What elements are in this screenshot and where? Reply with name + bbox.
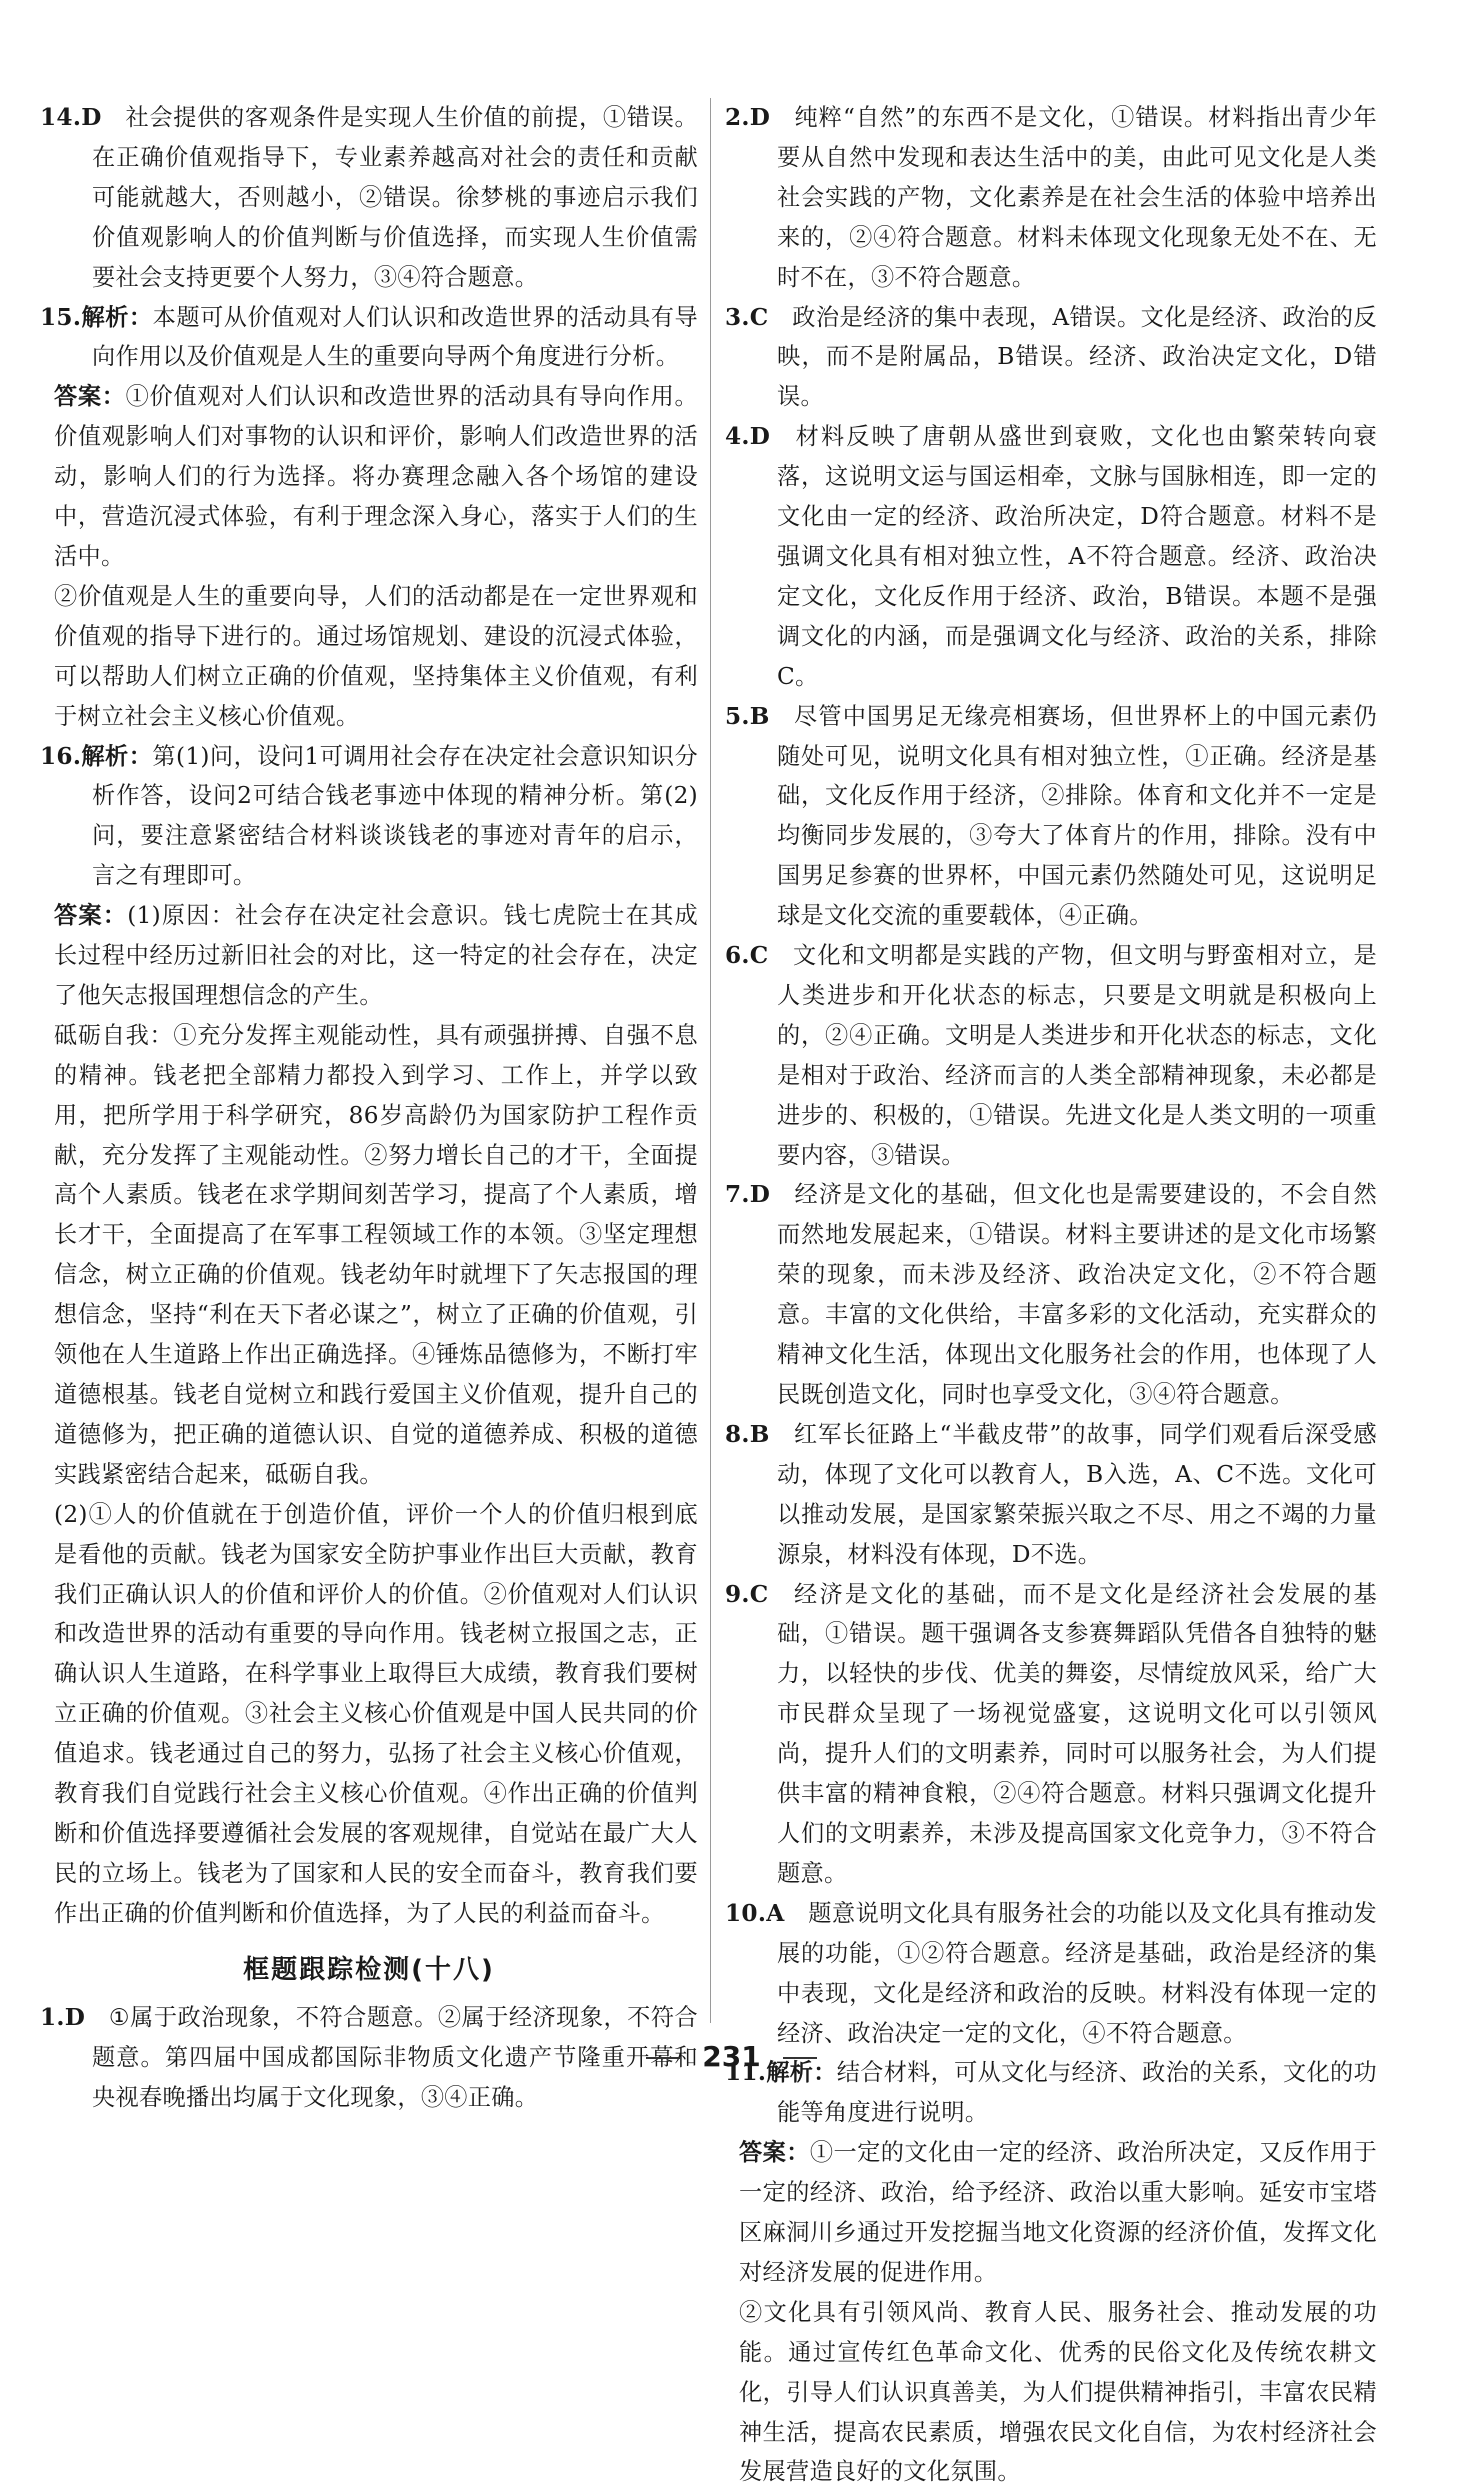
page-number <box>0 2040 1463 2073</box>
item-text: 红军长征路上“半截皮带”的故事，同学们观看后深受感动，体现了文化可以教育人，B入选，A、C不选。文化可以推动发展，是国家繁荣振兴取之不尽、用之不竭的力量源泉，材料没有体现，D不选。 <box>777 1420 1377 1568</box>
section-title: 框题跟踪检测(十八) <box>243 1954 495 1985</box>
answer-text: ①价值观对人们认识和改造世界的活动具有导向作用。价值观影响人们对事物的认识和评价，影响人们改造世界的活动，影响人们的行为选择。将办赛理念融入各个场馆的建设中，营造沉浸式体验，有利于理念深入身心，落实于人们的生活中。 <box>54 383 699 570</box>
answer-text: ②价值观是人生的重要向导，人们的活动都是在一定世界观和价值观的指导下进行的。通过场馆规划、建设的沉浸式体验，可以帮助人们树立正确的价值观，坚持集体主义价值观，有利于树立社会主义核心价值观。 <box>54 582 698 730</box>
item-number: 14.D <box>40 104 102 131</box>
item-number: 7.D <box>725 1181 771 1209</box>
item-text: 政治是经济的集中表现，A错误。文化是经济、政治的反映，而不是附属品，B错误。经济、政治决定文化，D错误。 <box>777 303 1377 411</box>
item-text: 经济是文化的基础，但文化也是需要建设的，不会自然而然地发展起来，①错误。材料主要讲述的是文化市场繁荣的现象，而未涉及经济、政治决定文化，②不符合题意。丰富的文化供给，丰富多彩的文化活动，充实群众的精神文化生活，体现出文化服务社会的作用，也体现了人民既创造文化，同时也享受文化，③④符合题意。 <box>777 1181 1377 1408</box>
answer-paragraph <box>40 377 698 577</box>
item-number: 16.解析： <box>40 742 153 770</box>
answer-text: 砥砺自我：①充分发挥主观能动性，具有顽强拼搏、自强不息的精神。钱老把全部精力都投入到学习、工作上，并学以致用，把所学用于科学研究，86岁高龄仍为国家防护工程作贡献，充分发挥了主观能动性。②努力增长自己的才干，全面提高个人素质。钱老在求学期间刻苦学习，提高了个人素质，增长才干，全面提高了在军事工程领域工作的本领。③坚定理想信念，树立正确的价值观。钱老幼年时就埋下了矢志报国的理想信念，坚持“利在天下者必谋之”，树立了正确的价值观，引领他在人生道路上作出正确选择。④锤炼品德修为，不断打牢道德根基。钱老自觉树立和践行爱国主义价值观，提升自己的道德修为，把正确的道德认识、自觉的道德养成、积极的道德实践紧密结合起来，砥砺自我。 <box>54 1021 698 1488</box>
answer-text: (2)①人的价值就在于创造价值，评价一个人的价值归根到底是看他的贡献。钱老为国家安全防护事业作出巨大贡献，教育我们正确认识人的价值和评价人的价值。②价值观对人们认识和改造世界的活动有重要的导向作用。钱老树立报国之志，正确认识人生道路，在科学事业上取得巨大成绩，教育我们要树立正确的价值观。③社会主义核心价值观是中国人民共同的价值追求。钱老通过自己的努力，弘扬了社会主义核心价值观，教育我们自觉践行社会主义核心价值观。④作出正确的价值判断和价值选择要遵循社会发展的客观规律，自觉站在最广大人民的立场上。钱老为了国家和人民的安全而奋斗，教育我们要作出正确的价值判断和价值选择，为了人民的利益而奋斗。 <box>54 1500 698 1927</box>
item-number: 3.C <box>725 303 769 331</box>
answer-item-9 <box>725 1575 1377 1894</box>
page-number-value: 231 <box>702 2040 761 2073</box>
item-number: 1.D <box>40 2003 86 2031</box>
answer-paragraph <box>40 1016 698 1495</box>
item-text: 文化和文明都是实践的产物，但文明与野蛮相对立，是人类进步和开化状态的标志，只要是文明就是积极向上的，②④正确。文明是人类进步和开化状态的标志，文化是相对于政治、经济而言的人类全部精神现象，未必都是进步的、积极的，①错误。先进文化是人类文明的一项重要内容，③错误。 <box>777 942 1377 1169</box>
left-column <box>40 98 698 2117</box>
item-intro: 第(1)问，设问1可调用社会存在决定社会意识知识分析作答，设问2可结合钱老事迹中体现的精神分析。第(2)问，要注意紧密结合材料谈谈钱老的事迹对青年的启示，言之有理即可。 <box>92 742 698 890</box>
column-divider <box>710 98 711 2023</box>
answer-label: 答案： <box>54 902 128 930</box>
item-number: 10.A <box>725 1899 785 1927</box>
answer-item-3 <box>725 298 1377 418</box>
answer-item-14 <box>40 98 698 298</box>
answer-paragraph <box>40 896 698 1016</box>
answer-item-6 <box>725 936 1377 1175</box>
answer-label: 答案： <box>739 2139 810 2167</box>
answer-text: ②文化具有引领风尚、教育人民、服务社会、推动发展的功能。通过宣传红色革命文化、优秀的民俗文化及传统农耕文化，引导人们认识真善美，为人们提供精神指引，丰富农民精神生活，提高农民素质，增强农民文化自信，为农村经济社会发展营造良好的文化氛围。 <box>739 2298 1377 2486</box>
answer-paragraph <box>40 577 698 737</box>
answer-item-16 <box>40 737 698 897</box>
item-number: 6.C <box>725 942 769 970</box>
answer-item-5 <box>725 697 1377 936</box>
item-number: 15.解析： <box>40 303 153 331</box>
right-column <box>725 98 1377 2492</box>
answer-item-10 <box>725 1894 1377 2054</box>
answer-item-8 <box>725 1415 1377 1575</box>
item-text: 经济是文化的基础，而不是文化是经济社会发展的基础，①错误。题干强调各支参赛舞蹈队凭借各自独特的魅力，以轻快的步伐、优美的舞姿，尽情绽放风采，给广大市民群众呈现了一场视觉盛宴，这说明文化可以引领风尚，提升人们的文明素养，同时可以服务社会，为人们提供丰富的精神食粮，②④符合题意。材料只强调文化提升人们的文明素养，未涉及提高国家文化竞争力，③不符合题意。 <box>777 1580 1377 1887</box>
item-number: 11.解析： <box>725 2059 837 2087</box>
item-number: 2.D <box>725 104 771 131</box>
page-number-dash-right <box>783 2057 817 2059</box>
answer-text: ①一定的文化由一定的经济、政治所决定，又反作用于一定的经济、政治，给予经济、政治以重大影响。延安市宝塔区麻洞川乡通过开发挖掘当地文化资源的经济价值，发挥文化对经济发展的促进作用。 <box>739 2139 1377 2286</box>
item-number: 4.D <box>725 423 771 451</box>
answer-paragraph <box>40 1495 698 1934</box>
answer-item-2 <box>725 98 1377 298</box>
item-number: 9.C <box>725 1580 769 1608</box>
item-intro: 结合材料，可从文化与经济、政治的关系，文化的功能等角度进行说明。 <box>777 2059 1377 2127</box>
item-text: 材料反映了唐朝从盛世到衰败，文化也由繁荣转向衰落，这说明文运与国运相牵，文脉与国脉相连，即一定的文化由一定的经济、政治所决定，D符合题意。材料不是强调文化具有相对独立性，A不符合题意。经济、政治决定文化，文化反作用于经济、政治，B错误。本题不是强调文化的内涵，而是强调文化与经济、政治的关系，排除C。 <box>777 423 1377 690</box>
item-intro: 本题可从价值观对人们认识和改造世界的活动具有导向作用以及价值观是人生的重要向导两个角度进行分析。 <box>92 303 698 371</box>
item-text: 题意说明文化具有服务社会的功能以及文化具有推动发展的功能，①②符合题意。经济是基础，政治是经济的集中表现，文化是经济和政治的反映。材料没有体现一定的经济、政治决定一定的文化，④不符合题意。 <box>777 1899 1377 2047</box>
page-number-dash-left <box>646 2057 680 2059</box>
item-text: ①属于政治现象，不符合题意。②属于经济现象，不符合题意。第四届中国成都国际非物质文化遗产节隆重开幕和央视春晚播出均属于文化现象，③④正确。 <box>92 2003 698 2111</box>
answer-label: 答案： <box>54 383 126 411</box>
answer-item-7 <box>725 1175 1377 1414</box>
answer-item-4 <box>725 417 1377 696</box>
answer-text: (1)原因：社会存在决定社会意识。钱七虎院士在其成长过程中经历过新旧社会的对比，这一特定的社会存在，决定了他矢志报国理想信念的产生。 <box>54 902 698 1009</box>
item-number: 5.B <box>725 702 770 730</box>
answer-paragraph <box>725 2133 1377 2293</box>
answer-item-15 <box>40 298 698 378</box>
item-text: 尽管中国男足无缘亮相赛场，但世界杯上的中国元素仍随处可见，说明文化具有相对独立性，①正确。经济是基础，文化反作用于经济，②排除。体育和文化并不一定是均衡同步发展的，③夸大了体育片的作用，排除。没有中国男足参赛的世界杯，中国元素仍然随处可见，这说明足球是文化交流的重要载体，④正确。 <box>777 702 1377 930</box>
item-number: 8.B <box>725 1420 770 1448</box>
item-text: 纯粹“自然”的东西不是文化，①错误。材料指出青少年要从自然中发现和表达生活中的美，由此可见文化是人类社会实践的产物，文化素养是在社会生活的体验中培养出来的，②④符合题意。材料未体现文化现象无处不在、无时不在，③不符合题意。 <box>777 104 1377 291</box>
item-text: 社会提供的客观条件是实现人生价值的前提，①错误。在正确价值观指导下，专业素养越高对社会的责任和贡献可能就越大，否则越小，②错误。徐梦桃的事迹启示我们价值观影响人的价值判断与价值选择，而实现人生价值需要社会支持更要个人努力，③④符合题意。 <box>92 104 698 291</box>
answer-paragraph <box>725 2293 1377 2492</box>
